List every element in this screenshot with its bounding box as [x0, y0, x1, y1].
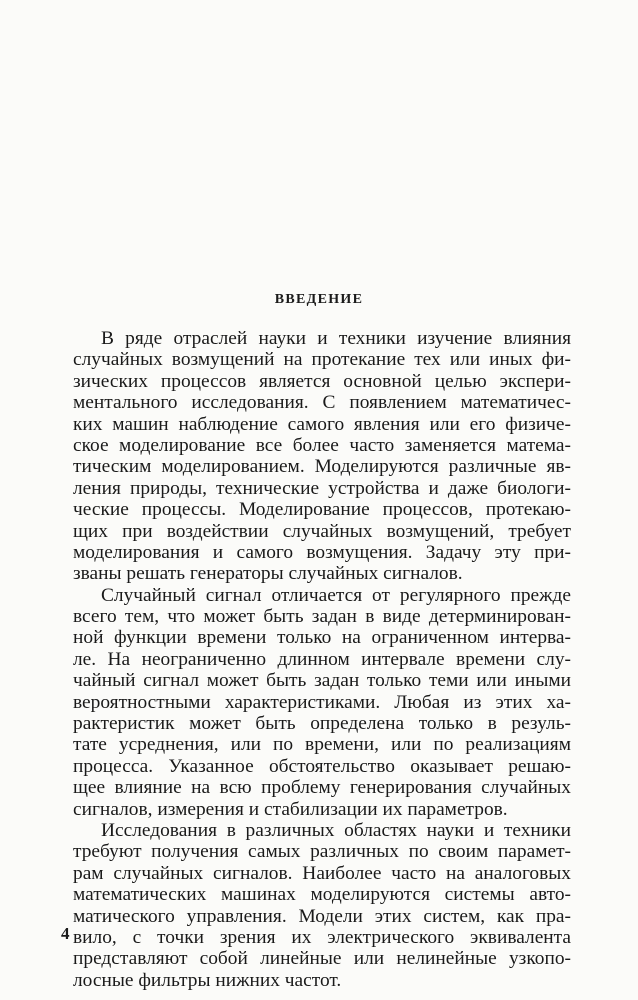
text-line: тате усреднения, или по времени, или по реализациям — [73, 734, 571, 756]
text-line: лосные фильтры нижних частот. — [73, 969, 342, 991]
text-line: ления природы, технические устройства и даже биологи- — [73, 477, 571, 499]
text-line: всего тем, что может быть задан в виде детерминирован- — [73, 606, 571, 628]
page-number: 4 — [61, 924, 70, 943]
text-line: ческие процессы. Моделирование процессов, протекаю- — [73, 499, 571, 521]
text-line: щих при воздействии случайных возмущений, требует — [73, 520, 571, 542]
text-line: ной функции времени только на ограниченном интерва- — [73, 627, 571, 649]
text-line: рактеристик может быть определена только в резуль- — [73, 713, 571, 735]
body-text — [73, 328, 571, 991]
text-line: сигналов, измерения и стабилизации их параметров. — [73, 798, 508, 820]
text-line: званы решать генераторы случайных сигналов. — [73, 563, 463, 585]
text-line: В ряде отраслей науки и техники изучение влияния — [101, 328, 571, 349]
text-line: вило, с точки зрения их электрического эквивалента — [73, 926, 571, 948]
text-line: ментального исследования. С появлением математичес- — [73, 392, 571, 414]
text-line: случайных возмущений на протекание тех или иных фи- — [73, 349, 571, 371]
text-line: ле. На неограниченно длинном интервале времени слу- — [73, 648, 571, 670]
section-heading: ВВЕДЕНИЕ — [274, 292, 364, 307]
text-line: тическим моделированием. Моделируются различные яв- — [73, 456, 571, 478]
text-line: математических машинах моделируются системы авто- — [73, 884, 571, 906]
text-line: представляют собой линейные или нелинейные узкопо- — [73, 948, 571, 970]
text-line: Случайный сигнал отличается от регулярного прежде — [101, 584, 571, 606]
text-line: рам случайных сигналов. Наиболее часто на аналоговых — [73, 862, 571, 884]
text-line: ких машин наблюдение самого явления или его физиче- — [73, 413, 571, 435]
text-line: чайный сигнал может быть задан только теми или иными — [73, 670, 571, 692]
text-line: Исследования в различных областях науки и техники — [101, 819, 571, 841]
text-line: матического управления. Модели этих систем, как пра- — [73, 905, 571, 927]
text-line: вероятностными характеристиками. Любая из этих ха- — [73, 691, 571, 713]
text-line: ское моделирование все более часто заменяется матема- — [73, 434, 571, 456]
text-line: зических процессов является основной целью экспери- — [73, 370, 571, 392]
text-line: процесса. Указанное обстоятельство оказывает решаю- — [73, 755, 571, 777]
text-line: моделирования и самого возмущения. Задачу эту при- — [73, 541, 571, 563]
text-line: требуют получения самых различных по своим парамет- — [73, 841, 571, 863]
text-line: щее влияние на всю проблему генерирования случайных — [73, 777, 571, 799]
